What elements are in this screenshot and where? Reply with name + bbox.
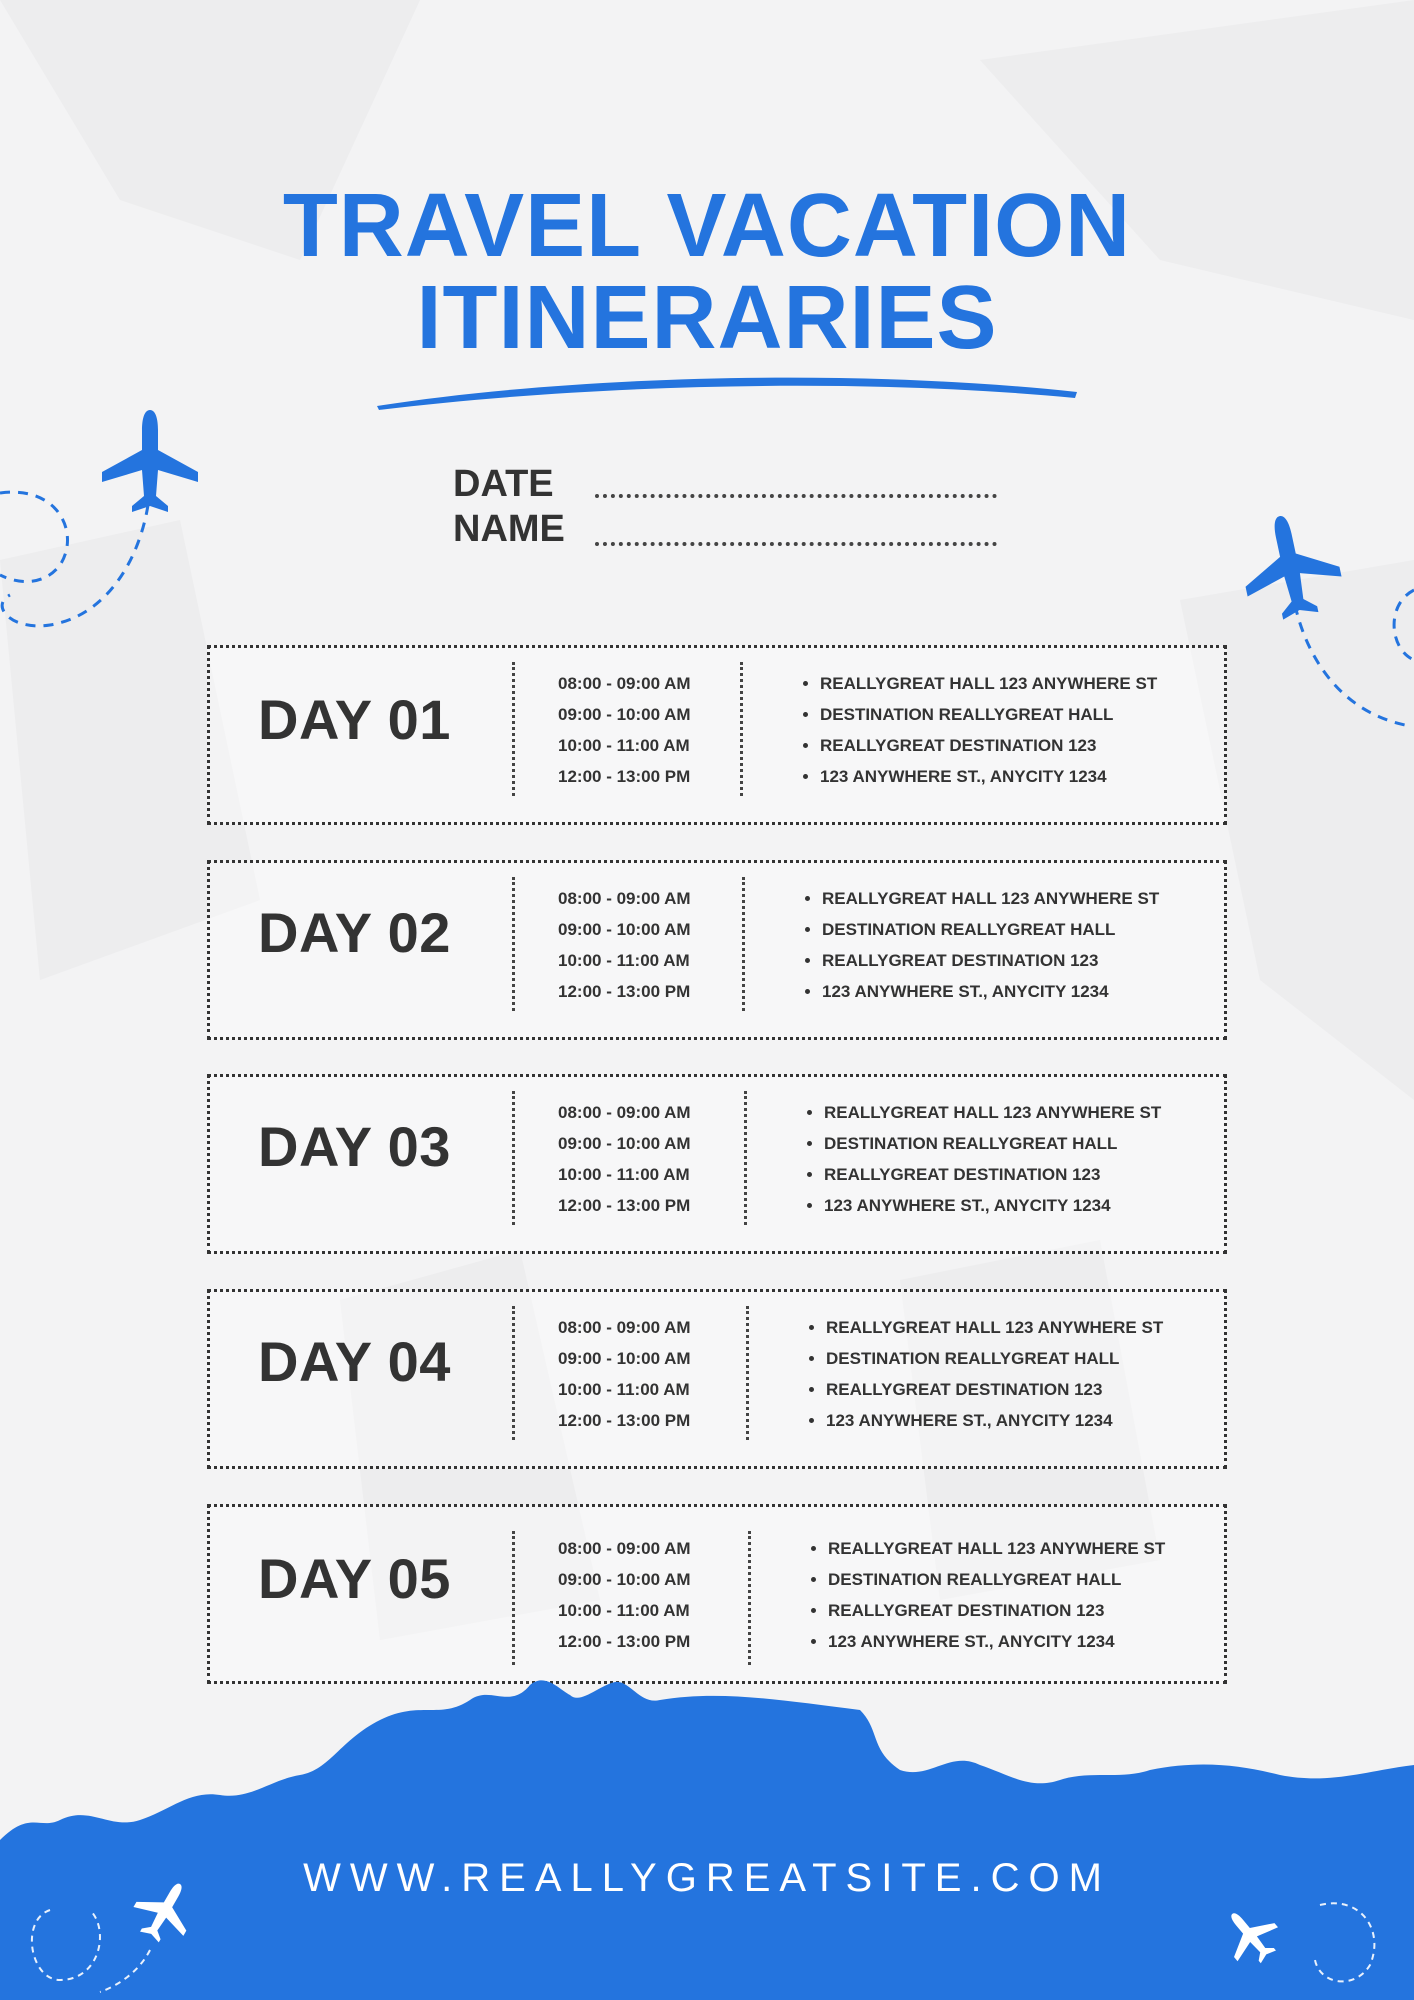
itinerary-day-2 [207, 860, 1227, 1040]
time-slot: 09:00 - 10:00 AM [558, 920, 691, 939]
time-slot: 12:00 - 13:00 PM [558, 1632, 691, 1651]
time-slots [558, 883, 691, 1007]
destination-item: • REALLYGREAT DESTINATION 123 [824, 1159, 1161, 1190]
destination-item: • 123 ANYWHERE ST., ANYCITY 1234 [820, 761, 1157, 792]
destination-item: • DESTINATION REALLYGREAT HALL [824, 1128, 1161, 1159]
time-slot: 10:00 - 11:00 AM [558, 1380, 690, 1399]
airplane-icon [0, 405, 210, 635]
dotted-separator [512, 1531, 515, 1665]
date-label: DATE [453, 463, 554, 505]
dotted-separator [512, 877, 515, 1011]
time-slot: 10:00 - 11:00 AM [558, 736, 690, 755]
day-label: DAY 01 [258, 688, 451, 751]
time-slot: 09:00 - 10:00 AM [558, 1134, 691, 1153]
destination-item: • DESTINATION REALLYGREAT HALL [820, 699, 1157, 730]
time-slot: 08:00 - 09:00 AM [558, 1103, 691, 1122]
destination-item: • REALLYGREAT DESTINATION 123 [828, 1595, 1165, 1626]
destination-item: • 123 ANYWHERE ST., ANYCITY 1234 [824, 1190, 1161, 1221]
time-slot: 09:00 - 10:00 AM [558, 1349, 691, 1368]
destination-item: • REALLYGREAT HALL 123 ANYWHERE ST [822, 883, 1159, 914]
airplane-icon [1235, 510, 1414, 735]
time-slot: 08:00 - 09:00 AM [558, 889, 691, 908]
day-label: DAY 03 [258, 1115, 451, 1178]
title-line-1: TRAVEL VACATION [282, 176, 1132, 276]
name-label: NAME [453, 508, 565, 550]
name-input-line[interactable] [595, 542, 997, 546]
dotted-separator [512, 662, 515, 796]
destination-item: • DESTINATION REALLYGREAT HALL [822, 914, 1159, 945]
dotted-separator [512, 1306, 515, 1440]
itinerary-day-3 [207, 1074, 1227, 1254]
destination-item: • 123 ANYWHERE ST., ANYCITY 1234 [822, 976, 1159, 1007]
destination-item: • REALLYGREAT HALL 123 ANYWHERE ST [824, 1097, 1161, 1128]
time-slots [558, 668, 691, 792]
time-slot: 12:00 - 13:00 PM [558, 1411, 691, 1430]
time-slot: 08:00 - 09:00 AM [558, 1539, 691, 1558]
destination-list [802, 1097, 1161, 1221]
time-slot: 09:00 - 10:00 AM [558, 1570, 691, 1589]
destination-list [800, 883, 1159, 1007]
time-slots [558, 1312, 691, 1436]
title-line-2: ITINERARIES [416, 268, 998, 368]
destination-item: • REALLYGREAT HALL 123 ANYWHERE ST [826, 1312, 1163, 1343]
time-slots [558, 1097, 691, 1221]
destination-list [798, 668, 1157, 792]
day-label: DAY 05 [258, 1547, 451, 1610]
title-underline-stroke [375, 368, 1080, 410]
itinerary-day-5 [207, 1504, 1227, 1684]
destination-list [806, 1533, 1165, 1657]
destination-item: • DESTINATION REALLYGREAT HALL [826, 1343, 1163, 1374]
dotted-separator [746, 1306, 749, 1440]
day-label: DAY 02 [258, 901, 451, 964]
destination-item: • 123 ANYWHERE ST., ANYCITY 1234 [828, 1626, 1165, 1657]
footer-wave-shape [0, 1680, 1414, 2000]
destination-item: • REALLYGREAT HALL 123 ANYWHERE ST [820, 668, 1157, 699]
destination-item: • REALLYGREAT DESTINATION 123 [820, 730, 1157, 761]
itinerary-day-4 [207, 1289, 1227, 1469]
time-slot: 12:00 - 13:00 PM [558, 982, 691, 1001]
destination-item: • REALLYGREAT DESTINATION 123 [822, 945, 1159, 976]
time-slot: 08:00 - 09:00 AM [558, 1318, 691, 1337]
time-slot: 10:00 - 11:00 AM [558, 1601, 690, 1620]
destination-item: • 123 ANYWHERE ST., ANYCITY 1234 [826, 1405, 1163, 1436]
day-label: DAY 04 [258, 1330, 451, 1393]
itinerary-day-1 [207, 645, 1227, 825]
destination-list [804, 1312, 1163, 1436]
time-slot: 09:00 - 10:00 AM [558, 705, 691, 724]
dotted-separator [748, 1531, 751, 1665]
website-link[interactable]: WWW.REALLYGREATSITE.COM [303, 1856, 1111, 1900]
time-slot: 10:00 - 11:00 AM [558, 951, 690, 970]
destination-item: • DESTINATION REALLYGREAT HALL [828, 1564, 1165, 1595]
time-slot: 08:00 - 09:00 AM [558, 674, 691, 693]
dotted-separator [512, 1091, 515, 1225]
time-slot: 10:00 - 11:00 AM [558, 1165, 690, 1184]
time-slots [558, 1533, 691, 1657]
time-slot: 12:00 - 13:00 PM [558, 1196, 691, 1215]
time-slot: 12:00 - 13:00 PM [558, 767, 691, 786]
dotted-separator [744, 1091, 747, 1225]
destination-item: • REALLYGREAT DESTINATION 123 [826, 1374, 1163, 1405]
destination-item: • REALLYGREAT HALL 123 ANYWHERE ST [828, 1533, 1165, 1564]
dotted-separator [740, 662, 743, 796]
dotted-separator [742, 877, 745, 1011]
date-input-line[interactable] [595, 494, 997, 498]
